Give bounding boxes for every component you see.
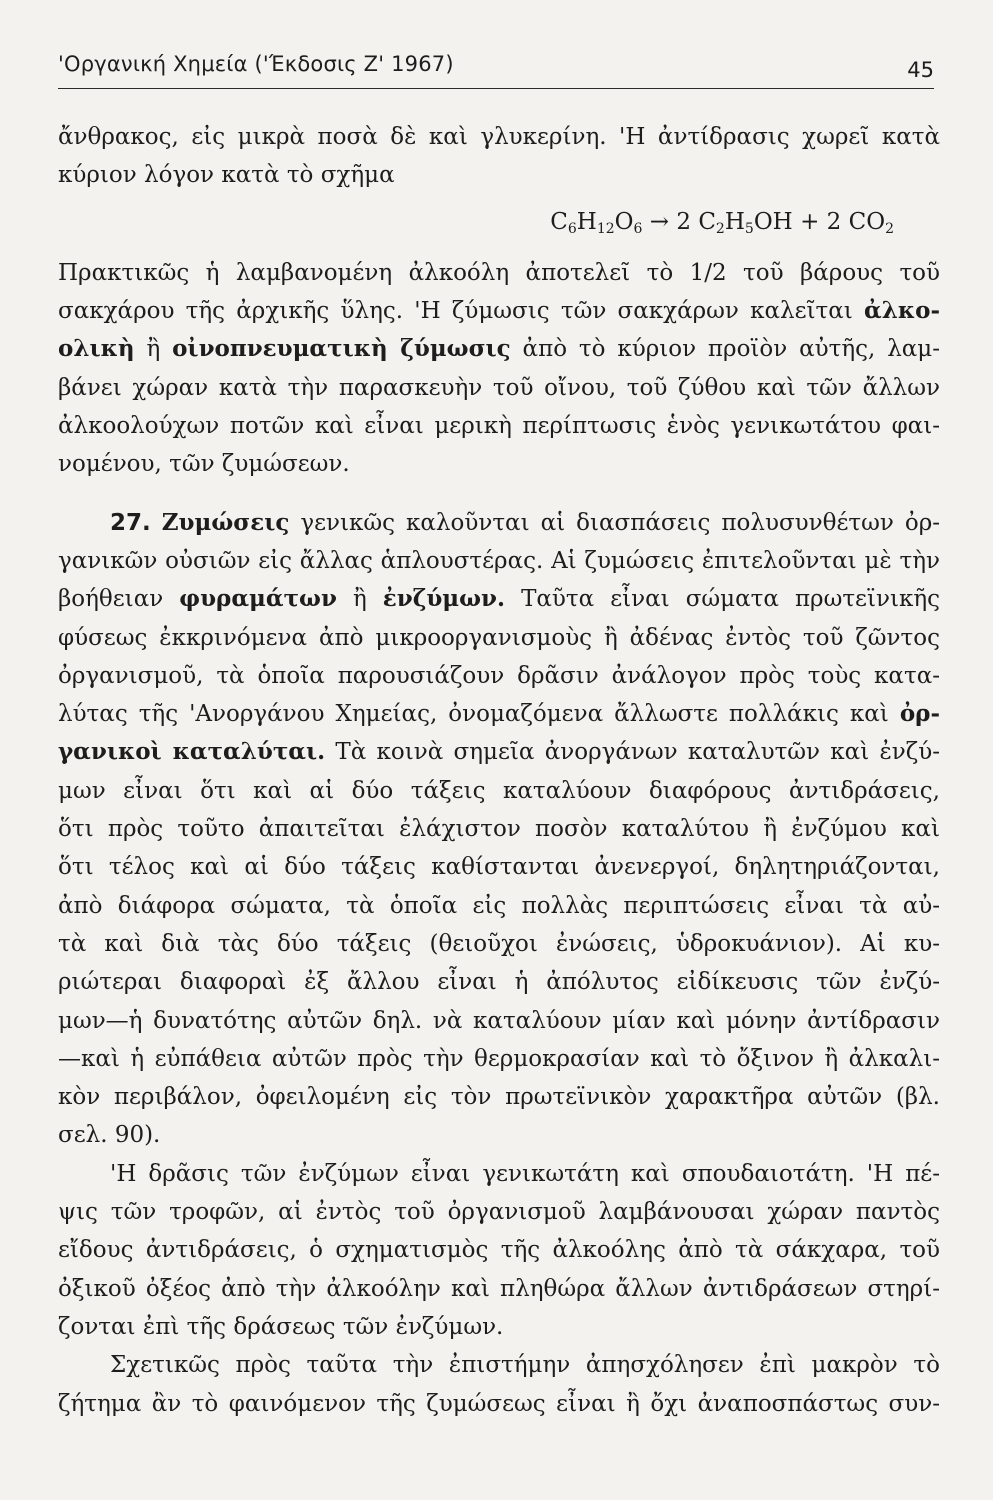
text-line: ζήτημα ἂν τὸ φαινόμενον τῆς ζυμώσεως εἶναι ἢ ὄχι ἀναποσπάστως συν- [58,1390,940,1417]
bold-term: γανικοὶ καταλύται. [58,738,326,766]
bold-term: φυραμάτων [179,585,337,613]
text-line: 27. Ζυμώσεις γενικῶς καλοῦνται αἱ διασπάσεις πολυσυνθέτων ὀρ- [110,508,940,536]
text-line: κὸν περιβάλον, ὀφειλομένη εἰς τὸν πρωτεϊνικὸν χαρακτῆρα αὐτῶν (βλ. [58,1084,940,1111]
section-27 [58,504,940,1155]
text-line: τὰ καὶ διὰ τὰς δύο τάξεις (θειοῦχοι ἐνώσεις, ὑδροκυάνιον). Αἱ κυ- [58,930,940,957]
bold-term: ολικὴ [58,335,135,363]
text-line: ὀξικοῦ ὀξέος ἀπὸ τὴν ἀλκοόλην καὶ πληθώρα ἄλλων ἀντιδράσεων στηρί- [58,1275,940,1302]
paragraph-4 [58,1155,940,1346]
text-line: βοήθειαν φυραμάτων ἢ ἐνζύμων. Ταῦτα εἶναι σώματα πρωτεϊνικῆς [58,585,941,613]
text-line: Σχετικῶς πρὸς ταῦτα τὴν ἐπιστήμην ἀπησχόλησεν ἐπὶ μακρὸν τὸ [110,1352,940,1379]
text-line: γανικῶν οὐσιῶν εἰς ἄλλας ἁπλουστέρας. Αἱ ζυμώσεις ἐπιτελοῦνται μὲ τὴν [58,547,940,574]
text-line: κύριον λόγον κατὰ τὸ σχῆμα [58,162,395,189]
text-line: μων εἶναι ὅτι καὶ αἱ δύο τάξεις καταλύουν διαφόρους ἀντιδράσεις, [58,777,940,804]
text-line: 'Η δρᾶσις τῶν ἐνζύμων εἶναι γενικωτάτη καὶ σπουδαιοτάτη. 'Η πέ- [110,1160,940,1187]
text-line: ὀργανισμοῦ, τὰ ὁποῖα παρουσιάζουν δρᾶσιν ἀνάλογον πρὸς τοὺς κατα- [58,662,940,689]
text-line: —καὶ ἡ εὐπάθεια αὐτῶν πρὸς τὴν θερμοκρασίαν καὶ τὸ ὄξινον ἢ ἀλκαλι- [58,1045,940,1072]
bold-term: ἐνζύμων. [382,585,506,613]
page-header [58,44,934,89]
text-line: φύσεως ἐκκρινόμενα ἀπὸ μικροοργανισμοὺς ἢ ἀδένας ἐντὸς τοῦ ζῶντος [58,624,940,651]
running-title: 'Οργανική Χημεία ('Έκδοσις Ζ' 1967) [58,52,454,76]
paragraph-2 [58,254,940,484]
text-line: Πρακτικῶς ἡ λαμβανομένη ἀλκοόλη ἀποτελεῖ τὸ 1/2 τοῦ βάρους τοῦ [58,259,940,286]
page-number: 45 [907,58,934,82]
text-line: σελ. 90). [58,1122,161,1149]
text-line: ζονται ἐπὶ τῆς δράσεως τῶν ἐνζύμων. [58,1313,504,1340]
text-line: ἄνθρακος, εἰς μικρὰ ποσὰ δὲ καὶ γλυκερίνη. 'Η ἀντίδρασις χωρεῖ κατὰ [58,124,940,150]
text-line: ὅτι πρὸς τοῦτο ἀπαιτεῖται ἐλάχιστον ποσὸν καταλύτου ἢ ἐνζύμου καὶ [58,816,940,843]
paragraph-1 [58,118,940,195]
paragraph-5 [58,1346,940,1423]
text-line: σακχάρου τῆς ἀρχικῆς ὕλης. 'Η ζύμωσις τῶν σακχάρων καλεῖται ἀλκο- [58,297,940,325]
text-line: ἀπὸ διάφορα σώματα, τὰ ὁποῖα εἰς πολλὰς περιπτώσεις εἶναι τὰ αὐ- [58,892,940,919]
text-line: ψις τῶν τροφῶν, αἱ ἐντὸς τοῦ ὀργανισμοῦ λαμβάνουσαι χώραν παντὸς [58,1199,940,1226]
bold-term: ὀρ- [899,700,940,728]
chemical-equation: $C_6H_{12}O_6 \to 2$ $C_2H_5OH + 2$ $CO_2$ [550,208,894,237]
text-line: εἴδους ἀντιδράσεις, ὁ σχηματισμὸς τῆς ἀλκοόλης ἀπὸ τὰ σάκχαρα, τοῦ [58,1237,940,1264]
page-body [58,118,940,1423]
text-line: νομένου, τῶν ζυμώσεων. [58,451,350,478]
bold-term: ἀλκο- [864,297,940,325]
text-line: μων—ἡ δυνατότης αὐτῶν δηλ. νὰ καταλύουν μίαν καὶ μόνην ἀντίδρασιν [58,1007,940,1034]
reaction-arrow: → [649,208,670,235]
bold-term: οἰνοπνευματικὴ ζύμωσις [172,335,511,363]
text-line: ριώτεραι διαφοραὶ ἐξ ἄλλου εἶναι ἡ ἀπόλυτος εἰδίκευσις τῶν ἐνζύ- [58,969,940,996]
section-heading: Ζυμώσεις [161,508,290,536]
text-line: ὅτι τέλος καὶ αἱ δύο τάξεις καθίστανται ἀνενεργοί, δηλητηριάζονται, [58,854,940,881]
text-line: βάνει χώραν κατὰ τὴν παρασκευὴν τοῦ οἴνου, τοῦ ζύθου καὶ τῶν ἄλλων [58,374,940,401]
text-line: ολικὴ ἢ οἰνοπνευματικὴ ζύμωσις ἀπὸ τὸ κύριον προϊὸν αὐτῆς, λαμ- [58,335,941,363]
text-line: λύτας τῆς 'Ανοργάνου Χημείας, ὀνομαζόμενα ἄλλωστε πολλάκις καὶ ὀρ- [58,700,940,728]
text-line: γανικοὶ καταλύται. Τὰ κοινὰ σημεῖα ἀνοργάνων καταλυτῶν καὶ ἐνζύ- [58,738,941,766]
text-line: ἀλκοολούχων ποτῶν καὶ εἶναι μερικὴ περίπτωσις ἑνὸς γενικωτάτου φαι- [58,413,940,440]
section-number: 27. [110,509,151,536]
